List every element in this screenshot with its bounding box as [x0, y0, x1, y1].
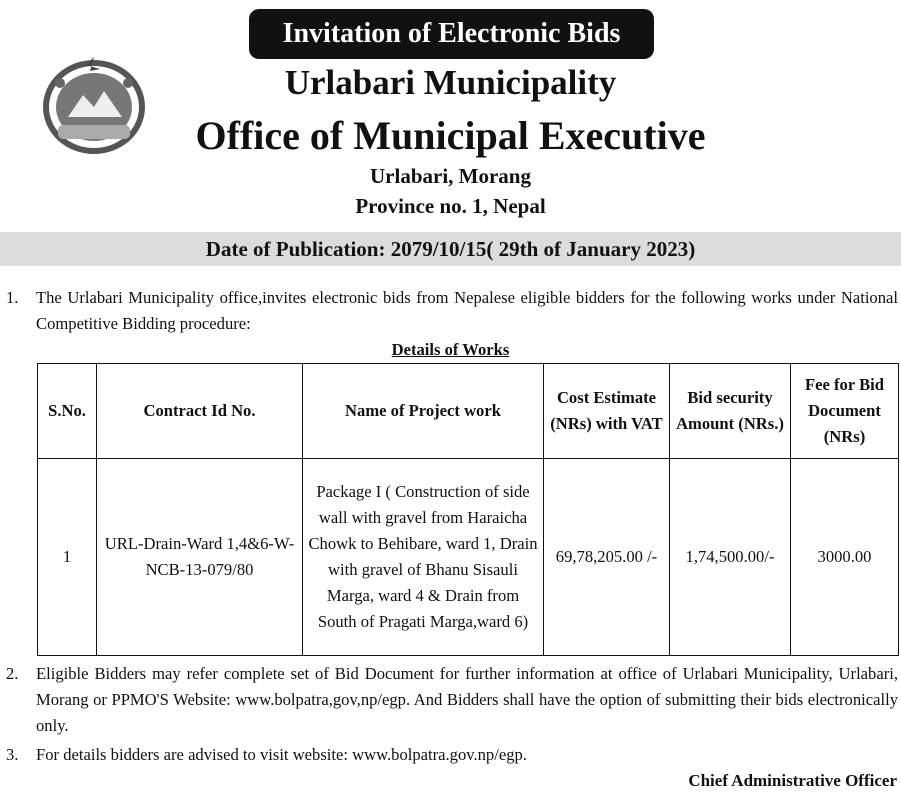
location: Urlabari, Morang — [370, 164, 531, 188]
office-name: Office of Municipal Executive — [195, 113, 706, 158]
header-contract-id: Contract Id No. — [97, 364, 303, 459]
paragraph-text: For details bidders are advised to visit website: www.bolpatra.gov.np/egp. — [36, 745, 527, 764]
header-cost: Cost Estimate (NRs) with VAT — [544, 364, 670, 459]
paragraph-text: The Urlabari Municipality office,invites electronic bids from Nepalese eligible bidders for the following works under National Competitive Bidding procedure: — [36, 288, 898, 333]
paragraph-number: 3. — [6, 745, 19, 764]
province: Province no. 1, Nepal — [355, 194, 546, 218]
cell-project: Package I ( Construction of side wall with gravel from Haraicha Chowk to Behibare, ward 1, Drain with gravel of Bhanu Sisauli Marga, ward 4 & Drain from South of Pragati Marga,ward 6) — [303, 459, 544, 656]
signature: Chief Administrative Officer — [688, 771, 897, 790]
cell-cost: 69,78,205.00 /- — [544, 459, 670, 656]
table-row — [38, 459, 899, 656]
paragraph-number: 1. — [6, 288, 19, 307]
cell-fee: 3000.00 — [791, 459, 899, 656]
header-fee: Fee for Bid Document (NRs) — [791, 364, 899, 459]
header-project: Name of Project work — [303, 364, 544, 459]
publication-date-bar — [0, 232, 901, 266]
title-banner — [249, 9, 654, 59]
cell-contract-id: URL-Drain-Ward 1,4&6-W-NCB-13-079/80 — [97, 459, 303, 656]
org-name: Urlabari Municipality — [284, 63, 617, 102]
table-caption: Details of Works — [391, 340, 510, 359]
publication-date: Date of Publication: 2079/10/15( 29th of January 2023) — [205, 236, 696, 261]
header-security: Bid security Amount (NRs.) — [670, 364, 791, 459]
banner-text: Invitation of Electronic Bids — [282, 18, 621, 49]
table-header-row — [38, 364, 899, 459]
works-table — [37, 363, 899, 656]
cell-sno: 1 — [38, 459, 97, 656]
paragraph-number: 2. — [6, 664, 19, 683]
paragraph-text: Eligible Bidders may refer complete set of Bid Document for further information at office of Urlabari Municipality, Urlabari, Morang or PPMO'S Website: www.bolpatra,gov,np/egp. And Bidders shall have the option of submitting their bids electronically only. — [36, 664, 898, 735]
header-sno: S.No. — [38, 364, 97, 459]
cell-security: 1,74,500.00/- — [670, 459, 791, 656]
